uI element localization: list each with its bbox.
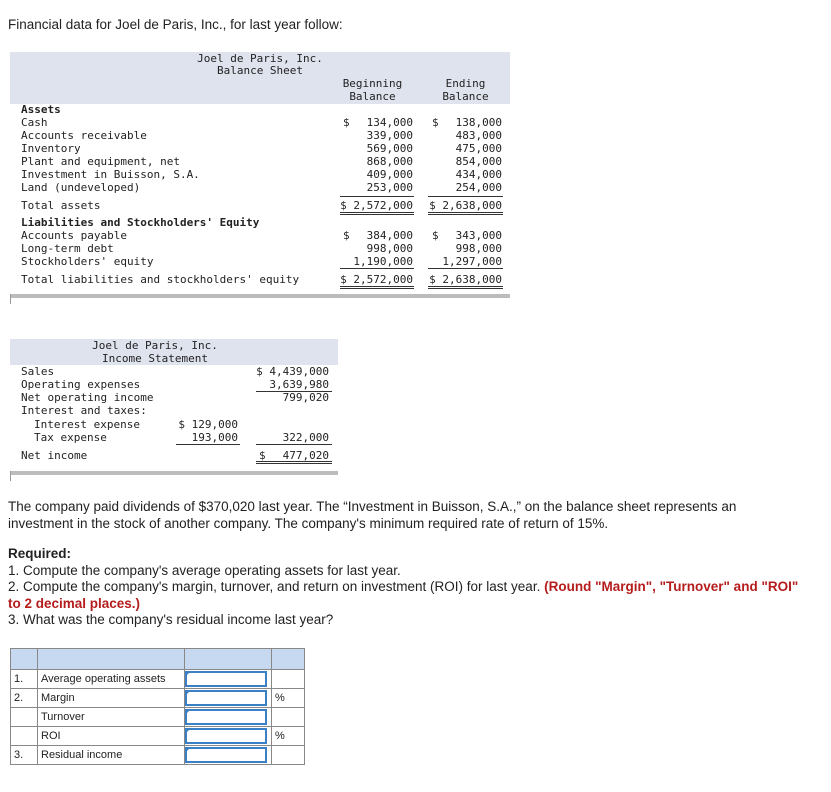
- bs-asset-row-end: 254,000: [455, 181, 502, 194]
- bs-liab-row-label: Stockholders' equity: [21, 255, 154, 268]
- answer-table-body: [11, 670, 305, 765]
- bs-asset-row-label: Investment in Buisson, S.A.: [21, 168, 200, 181]
- required-q2-note: (Round "Margin", "Turnover" and "ROI" to 2 decimal places.): [8, 579, 799, 611]
- bs-title: Balance Sheet: [216, 64, 304, 77]
- required-q1: 1. Compute the company's average operating assets for last year.: [8, 563, 401, 578]
- bs-asset-row-begin: 409,000: [366, 168, 413, 181]
- answer-input-cell: [185, 689, 272, 708]
- required-q2: [8, 579, 808, 612]
- bs-liab-begin-rule: [340, 268, 414, 269]
- answer-input[interactable]: [185, 690, 267, 706]
- bs-asset-row-begin: 339,000: [366, 129, 413, 142]
- bs-total-assets-end: $ 2,638,000: [429, 199, 502, 212]
- answer-unit: [272, 746, 305, 765]
- bs-total-assets-label: Total assets: [21, 199, 101, 212]
- bs-asset-row-begin: 868,000: [366, 155, 413, 168]
- answer-header-cell: [38, 649, 185, 670]
- bs-asset-row-begin: 253,000: [366, 181, 413, 194]
- is-net-income-dollar: $: [259, 449, 266, 462]
- is-opex-label: Operating expenses: [21, 378, 141, 391]
- bs-total-assets-begin-rule: [340, 196, 414, 197]
- answer-input-cell: [185, 670, 272, 689]
- bs-asset-row-begin-dollar: $: [343, 116, 350, 129]
- answer-row-label: ROI: [38, 727, 185, 746]
- bs-liab-row-end: 343,000: [455, 229, 502, 242]
- bs-col-begin-1: Beginning: [342, 77, 403, 90]
- bs-liab-row-label: Long-term debt: [21, 242, 114, 255]
- answer-header-cell: [11, 649, 38, 670]
- bs-liab-row-end-dollar: $: [432, 229, 439, 242]
- is-noi-label: Net operating income: [21, 391, 154, 404]
- is-int-tax-total: 322,000: [282, 431, 329, 444]
- bs-company: Joel de Paris, Inc.: [197, 52, 323, 65]
- bs-liab-end-rule: [428, 268, 503, 269]
- bs-asset-row-label: Cash: [21, 116, 48, 129]
- bs-total-liab-end-dline: [428, 286, 503, 289]
- bs-liab-row-begin: 384,000: [366, 229, 413, 242]
- answer-header-cell: [272, 649, 305, 670]
- is-opex-value: 3,639,980: [269, 378, 329, 391]
- answer-unit: %: [272, 727, 305, 746]
- answer-row: [11, 746, 305, 765]
- answer-row-label: Average operating assets: [38, 670, 185, 689]
- is-net-income-label: Net income: [21, 449, 88, 462]
- answer-table-header: [11, 649, 305, 670]
- bs-liab-row-label: Accounts payable: [21, 229, 127, 242]
- answer-header-cell: [185, 649, 272, 670]
- bs-total-liab-begin-dline: [340, 286, 414, 289]
- answer-unit: %: [272, 689, 305, 708]
- required-q2-text: 2. Compute the company's margin, turnover, and return on investment (ROI) for last year.: [8, 579, 541, 594]
- bs-asset-row-end: 483,000: [455, 129, 502, 142]
- bs-total-liab-begin: $ 2,572,000: [340, 273, 413, 286]
- is-net-income-value: 477,020: [282, 449, 329, 462]
- intro-text: Financial data for Joel de Paris, Inc., for last year follow:: [8, 17, 343, 32]
- is-tax-value: 193,000: [191, 431, 238, 444]
- bs-asset-row-label: Accounts receivable: [21, 129, 147, 142]
- answer-row-label: Turnover: [38, 708, 185, 727]
- required-heading: Required:: [8, 546, 72, 561]
- answer-input[interactable]: [185, 728, 267, 744]
- bs-liab-heading: Liabilities and Stockholders' Equity: [21, 216, 260, 229]
- bs-asset-row-begin: 569,000: [366, 142, 413, 155]
- answer-row-number: 1.: [11, 670, 38, 689]
- bs-asset-row-end: 475,000: [455, 142, 502, 155]
- bs-total-assets-end-rule: [428, 196, 503, 197]
- is-bottom-bar: [10, 471, 338, 475]
- bs-asset-row-label: Land (undeveloped): [21, 181, 141, 194]
- is-noi-value: 799,020: [282, 391, 329, 404]
- bs-asset-row-end: 434,000: [455, 168, 502, 181]
- bs-asset-row-label: Inventory: [21, 142, 81, 155]
- bs-asset-row-label: Plant and equipment, net: [21, 155, 180, 168]
- answer-row: [11, 689, 305, 708]
- bs-col-end-2: Balance: [442, 90, 489, 103]
- answer-row: [11, 670, 305, 689]
- bs-asset-row-end: 138,000: [455, 116, 502, 129]
- is-bottom-tick: [10, 471, 11, 481]
- answer-input-cell: [185, 708, 272, 727]
- bs-assets-heading: Assets: [21, 103, 61, 116]
- bs-bottom-tick: [10, 294, 11, 304]
- bs-liab-row-begin: 998,000: [366, 242, 413, 255]
- answer-input-cell: [185, 746, 272, 765]
- answer-row: [11, 727, 305, 746]
- bs-liab-row-end: 1,297,000: [442, 255, 502, 268]
- bs-asset-row-begin: 134,000: [366, 116, 413, 129]
- bs-total-assets-end-dline: [428, 212, 503, 215]
- is-tax-rule: [176, 444, 240, 445]
- bs-asset-row-end: 854,000: [455, 155, 502, 168]
- is-title: Income Statement: [102, 352, 208, 365]
- answer-table: [10, 648, 305, 765]
- is-tax-label: Tax expense: [34, 431, 107, 444]
- answer-input[interactable]: [185, 709, 267, 725]
- answer-unit: [272, 708, 305, 727]
- answer-row: [11, 708, 305, 727]
- required-q3: 3. What was the company's residual income last year?: [8, 612, 334, 627]
- bs-liab-row-begin-dollar: $: [343, 229, 350, 242]
- dividends-paragraph: The company paid dividends of $370,020 last year. The “Investment in Buisson, S.A.,” on the balance sheet represents an investment in the stock of another company. The company's minimum required rate of return of 15%.: [8, 499, 737, 531]
- is-int-tax-rule: [256, 444, 332, 445]
- is-sales-label: Sales: [21, 365, 55, 378]
- is-interest-value: $ 129,000: [178, 418, 238, 431]
- answer-row-label: Residual income: [38, 746, 185, 765]
- answer-row-label: Margin: [38, 689, 185, 708]
- bs-liab-row-begin: 1,190,000: [353, 255, 413, 268]
- bs-total-liab-end: $ 2,638,000: [429, 273, 502, 286]
- answer-row-number: [11, 727, 38, 746]
- is-sales-value: $ 4,439,000: [256, 365, 329, 378]
- bs-total-assets-begin-dline: [340, 212, 414, 215]
- answer-row-number: [11, 708, 38, 727]
- answer-row-number: 2.: [11, 689, 38, 708]
- bs-liab-row-end: 998,000: [455, 242, 502, 255]
- bs-total-assets-begin: $ 2,572,000: [340, 199, 413, 212]
- is-interest-label: Interest expense: [34, 418, 140, 431]
- answer-row-number: 3.: [11, 746, 38, 765]
- answer-input[interactable]: [185, 747, 267, 763]
- is-int-tax-label: Interest and taxes:: [21, 404, 147, 417]
- bs-asset-row-end-dollar: $: [432, 116, 439, 129]
- bs-col-begin-2: Balance: [349, 90, 396, 103]
- bs-total-liab-label: Total liabilities and stockholders' equity: [21, 273, 300, 286]
- bs-col-end-1: Ending: [445, 77, 486, 90]
- answer-unit: [272, 670, 305, 689]
- is-net-income-dline: [256, 461, 332, 464]
- bs-bottom-bar: [10, 294, 510, 298]
- is-company: Joel de Paris, Inc.: [92, 339, 218, 352]
- answer-input-cell: [185, 727, 272, 746]
- answer-input[interactable]: [185, 671, 267, 687]
